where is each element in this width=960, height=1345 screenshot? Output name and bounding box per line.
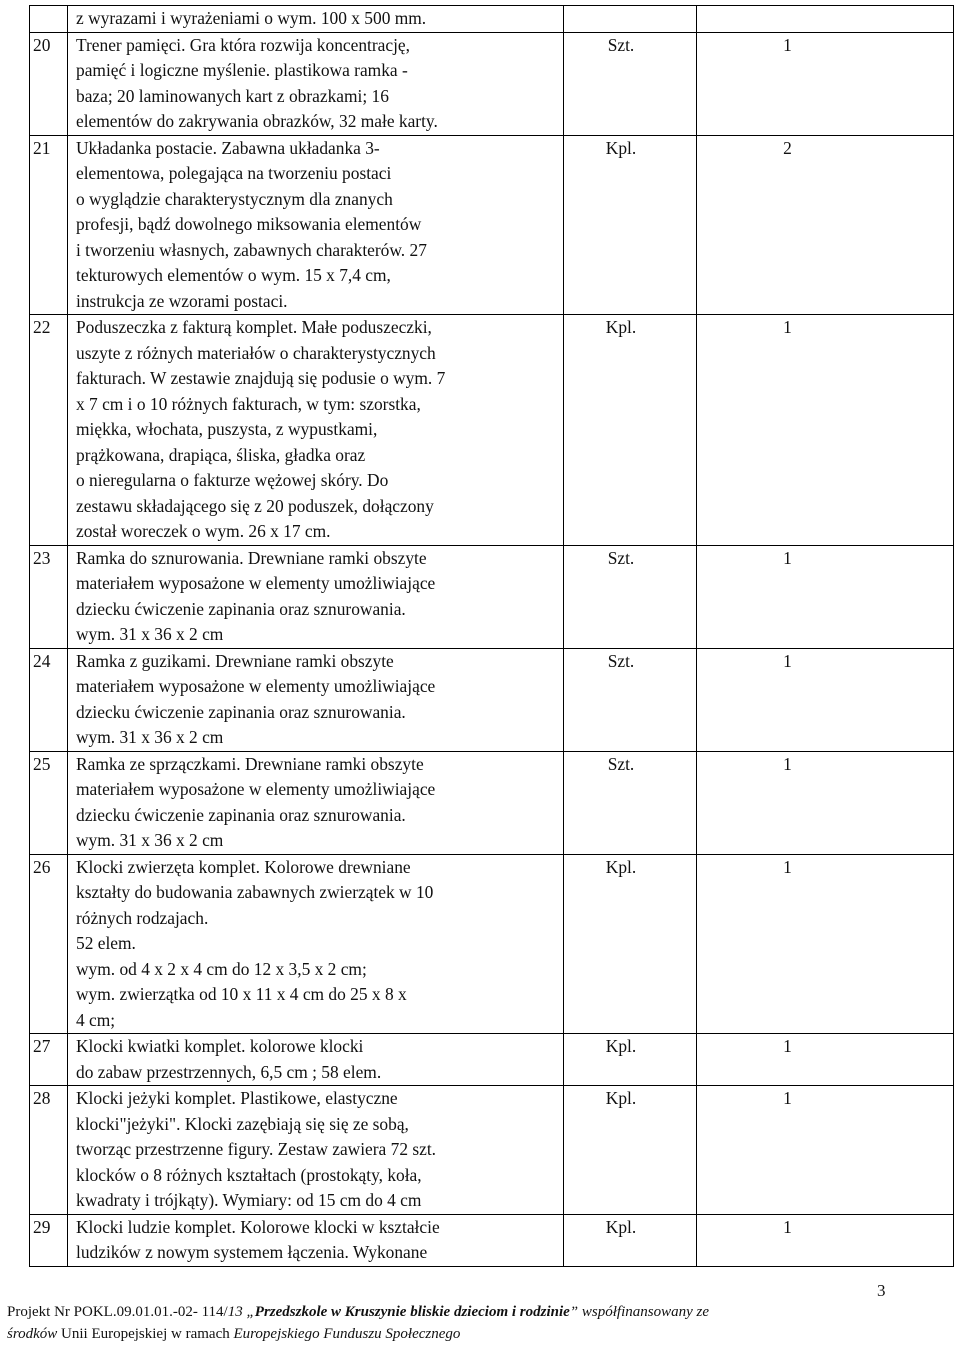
item-description <box>68 32 564 135</box>
description-line: Klocki ludzie komplet. Kolorowe klocki w kształcie <box>76 1216 440 1237</box>
item-description <box>68 648 564 751</box>
item-description <box>68 1034 564 1086</box>
description-line: wym. 31 x 36 x 2 cm <box>76 830 224 850</box>
description-line: wym. 31 x 36 x 2 cm <box>76 727 224 747</box>
description-line: Ramka z guzikami. Drewniane ramki obszyte <box>76 650 394 671</box>
item-quantity: 2 <box>697 135 954 315</box>
description-line: i tworzeniu własnych, zabawnych charakterów. 27 <box>76 239 427 260</box>
item-unit: Szt. <box>564 751 697 854</box>
item-number: 29 <box>30 1214 68 1266</box>
footer-line-2 <box>7 1323 957 1345</box>
item-quantity: 1 <box>697 1214 954 1266</box>
item-unit: Szt. <box>564 32 697 135</box>
description-line: dziecku ćwiczenie zapinania oraz sznurowania. <box>76 804 406 825</box>
description-line: elementów do zakrywania obrazków, 32 małe karty. <box>76 111 438 131</box>
description-line: Klocki zwierzęta komplet. Kolorowe drewniane <box>76 856 411 877</box>
description-line: o nieregularna o fakturze wężowej skóry. Do <box>76 470 389 490</box>
items-table <box>29 5 954 1267</box>
description-line: tekturowych elementów o wym. 15 x 7,4 cm, <box>76 265 391 285</box>
item-description <box>68 315 564 546</box>
item-description <box>68 6 564 33</box>
description-line: Ramka ze sprzączkami. Drewniane ramki obszyte <box>76 753 424 774</box>
table-row <box>30 315 954 546</box>
table-row <box>30 854 954 1034</box>
footer-project-suffix: 13 „ <box>227 1304 255 1320</box>
item-number: 21 <box>30 135 68 315</box>
description-line: do zabaw przestrzennych, 6,5 cm ; 58 elem. <box>76 1061 382 1082</box>
description-line: dziecku ćwiczenie zapinania oraz sznurowania. <box>76 598 406 619</box>
table-body <box>30 6 954 1267</box>
item-unit: Kpl. <box>564 1214 697 1266</box>
footer-project-title: Przedszkole w Kruszynie bliskie dzieciom i rodzinie <box>254 1304 570 1320</box>
description-line: Trener pamięci. Gra która rozwija koncentrację, <box>76 34 410 55</box>
description-line: Układanka postacie. Zabawna układanka 3- <box>76 137 380 158</box>
description-line: materiałem wyposażone w elementy umożliwiające <box>76 573 436 593</box>
item-description <box>68 135 564 315</box>
description-line: wym. od 4 x 2 x 4 cm do 12 x 3,5 x 2 cm; <box>76 958 367 979</box>
table-row <box>30 6 954 33</box>
description-line: z wyrazami i wyrażeniami o wym. 100 x 500 mm. <box>76 8 427 28</box>
description-line: Klocki jeżyki komplet. Plastikowe, elastyczne <box>76 1088 398 1108</box>
item-quantity: 1 <box>697 545 954 648</box>
item-description <box>68 1214 564 1266</box>
description-line: 4 cm; <box>76 1009 116 1030</box>
item-unit <box>564 6 697 33</box>
description-line: prążkowana, drapiąca, śliska, gładka oraz <box>76 444 366 465</box>
footer-esf: Europejskiego Funduszu Społecznego <box>233 1326 461 1342</box>
item-unit: Szt. <box>564 648 697 751</box>
description-line: zestawu składającego się z 20 poduszek, dołączony <box>76 495 434 516</box>
item-number: 24 <box>30 648 68 751</box>
description-line: klocki"jeżyki". Klocki zazębiają się się ze sobą, <box>76 1113 409 1134</box>
description-line: został woreczek o wym. 26 x 17 cm. <box>76 521 331 541</box>
item-quantity: 1 <box>697 1086 954 1215</box>
item-unit: Kpl. <box>564 854 697 1034</box>
description-line: fakturach. W zestawie znajdują się podusie o wym. 7 <box>76 368 446 388</box>
description-line: ludzików z nowym systemem łączenia. Wykonane <box>76 1242 428 1262</box>
description-line: Ramka do sznurowania. Drewniane ramki obszyte <box>76 547 427 568</box>
description-line: Poduszeczka z fakturą komplet. Małe poduszeczki, <box>76 317 432 337</box>
description-line: Klocki kwiatki komplet. kolorowe klocki <box>76 1036 364 1056</box>
page-number: 3 <box>877 1281 886 1300</box>
description-line: o wyglądzie charakterystycznym dla znanych <box>76 188 393 209</box>
table-row <box>30 1214 954 1266</box>
description-line: x 7 cm i o 10 różnych fakturach, w tym: szorstka, <box>76 393 421 414</box>
table-row <box>30 135 954 315</box>
footer-line-1 <box>7 1301 957 1323</box>
description-line: kwadraty i trójkąty). Wymiary: od 15 cm do 4 cm <box>76 1190 422 1210</box>
description-line: elementowa, polegająca na tworzeniu postaci <box>76 163 392 183</box>
item-description <box>68 854 564 1034</box>
footer-project-number: Projekt Nr POKL.09.01.01.-02- 114/ <box>7 1304 228 1320</box>
item-quantity: 1 <box>697 648 954 751</box>
item-unit: Kpl. <box>564 135 697 315</box>
item-quantity: 1 <box>697 32 954 135</box>
description-line: baza; 20 laminowanych kart z obrazkami; 16 <box>76 85 389 106</box>
description-line: profesji, bądź dowolnego miksowania elementów <box>76 214 422 234</box>
table-row <box>30 1034 954 1086</box>
footer <box>7 1301 957 1345</box>
description-line: tworząc przestrzenne figury. Zestaw zawiera 72 szt. <box>76 1139 437 1159</box>
description-line: uszyte z różnych materiałów o charakterystycznych <box>76 342 436 363</box>
item-unit: Kpl. <box>564 1086 697 1215</box>
footer-cofinanced: ” współfinansowany ze <box>569 1304 709 1320</box>
table-row <box>30 751 954 854</box>
item-description <box>68 1086 564 1215</box>
description-line: różnych rodzajach. <box>76 907 209 928</box>
description-line: dziecku ćwiczenie zapinania oraz sznurowania. <box>76 701 406 722</box>
footer-funds-prefix: środków <box>7 1326 62 1342</box>
item-unit: Szt. <box>564 545 697 648</box>
description-line: 52 elem. <box>76 933 136 953</box>
table-row <box>30 648 954 751</box>
table-row <box>30 545 954 648</box>
description-line: wym. zwierzątka od 10 x 11 x 4 cm do 25 x 8 x <box>76 984 407 1004</box>
item-number: 23 <box>30 545 68 648</box>
description-line: miękka, włochata, puszysta, z wypustkami, <box>76 419 378 439</box>
table-row <box>30 32 954 135</box>
footer-eu: Unii Europejskiej w ramach <box>61 1326 234 1342</box>
item-quantity: 1 <box>697 854 954 1034</box>
item-quantity <box>697 6 954 33</box>
description-line: materiałem wyposażone w elementy umożliwiające <box>76 779 436 799</box>
description-line: klocków o 8 różnych kształtach (prostokąty, koła, <box>76 1164 422 1185</box>
description-line: instrukcja ze wzorami postaci. <box>76 290 288 311</box>
item-number: 22 <box>30 315 68 546</box>
item-number: 28 <box>30 1086 68 1215</box>
item-quantity: 1 <box>697 1034 954 1086</box>
item-number: 20 <box>30 32 68 135</box>
item-number <box>30 6 68 33</box>
item-quantity: 1 <box>697 751 954 854</box>
item-number: 25 <box>30 751 68 854</box>
item-number: 26 <box>30 854 68 1034</box>
item-number: 27 <box>30 1034 68 1086</box>
description-line: kształty do budowania zabawnych zwierzątek w 10 <box>76 882 434 902</box>
item-unit: Kpl. <box>564 315 697 546</box>
item-unit: Kpl. <box>564 1034 697 1086</box>
item-description <box>68 751 564 854</box>
description-line: wym. 31 x 36 x 2 cm <box>76 624 224 644</box>
description-line: pamięć i logiczne myślenie. plastikowa ramka - <box>76 60 408 80</box>
description-line: materiałem wyposażone w elementy umożliwiające <box>76 676 436 696</box>
item-description <box>68 545 564 648</box>
table-row <box>30 1086 954 1215</box>
item-quantity: 1 <box>697 315 954 546</box>
